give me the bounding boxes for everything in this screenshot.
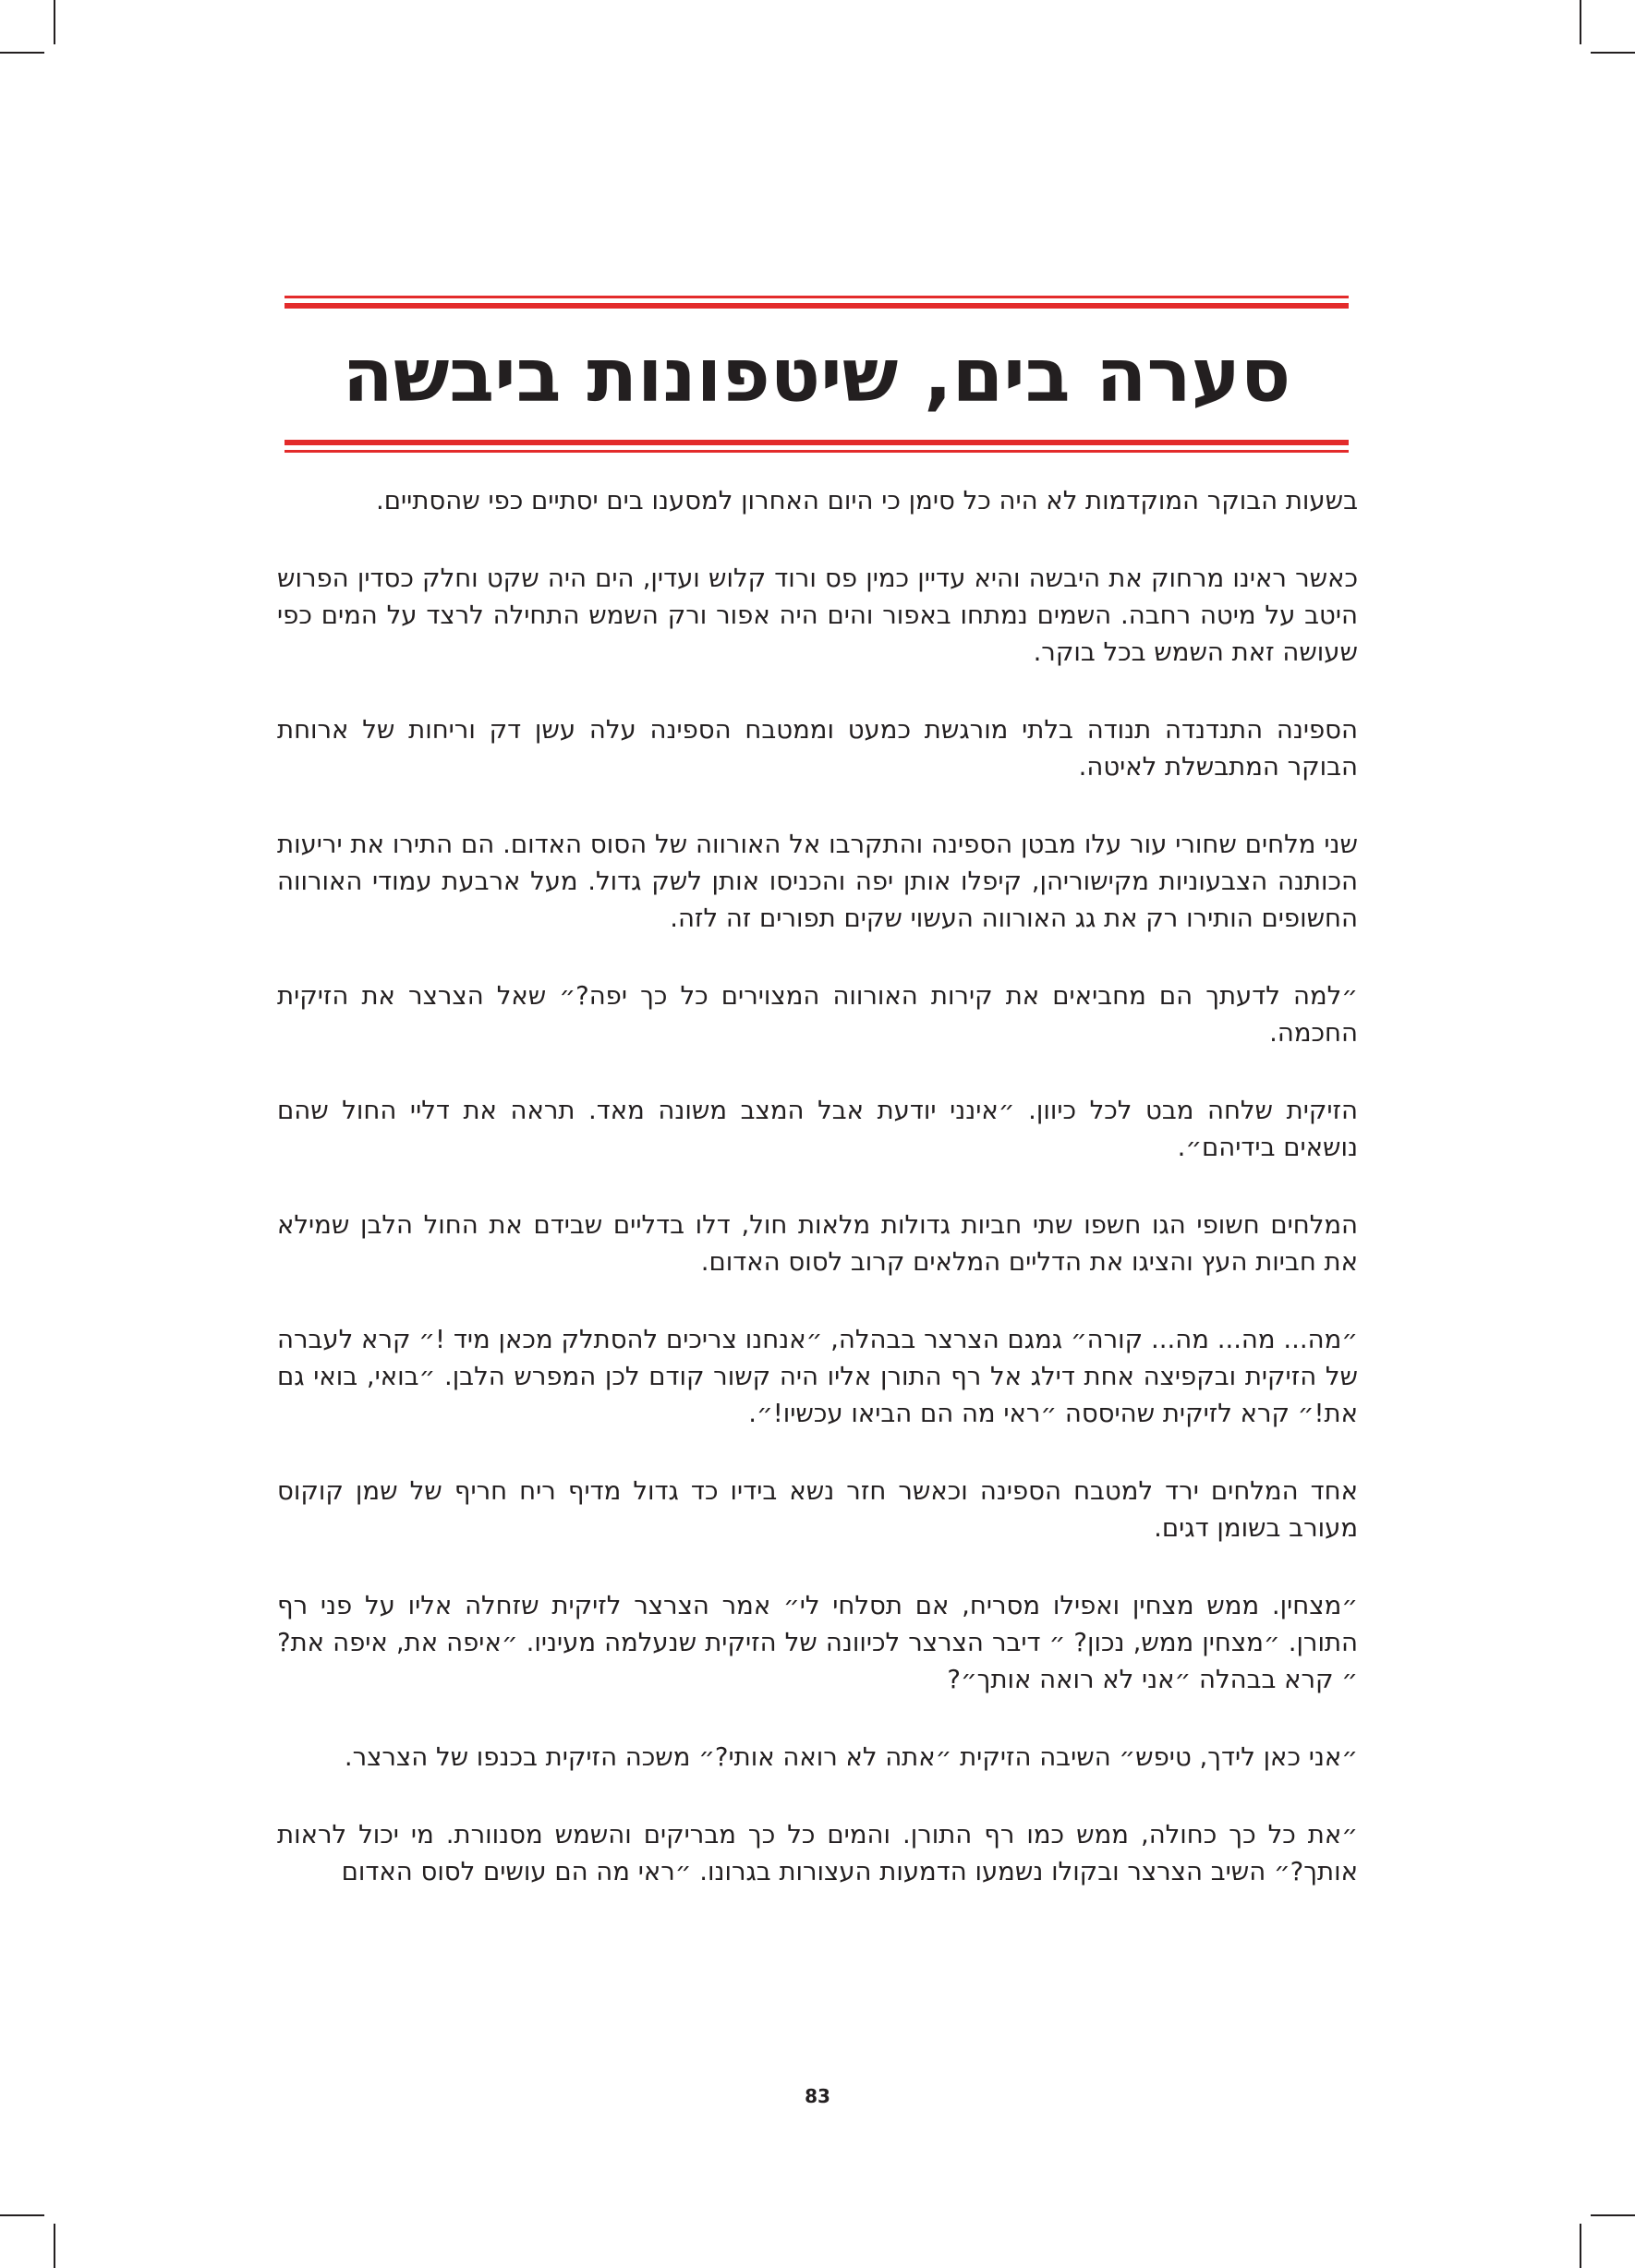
chapter-title: סערה בים, שיטפונות ביבשה bbox=[342, 333, 1291, 418]
title-top-thin-rule bbox=[285, 296, 1349, 298]
paragraph: ״את כל כך כחולה, ממש כמו רף התורן. והמים כל כך מבריקים והשמש מסנוורת. מי יכול לראות אותך?״ השיב הצרצר ובקולו נשמעו הדמעות העצורות בגרונו. ״ראי מה הם עושים לסוס האדום bbox=[277, 1820, 1358, 1886]
paragraph: שני מלחים שחורי עור עלו מבטן הספינה והתקרבו אל האורווה של הסוס האדום. הם התירו את יריעות הכותנה הצבעוניות מקישוריהן, קיפלו אותן יפה והכניסו אותן לשק גדול. מעל ארבעת עמודי האורווה החשופים הותירו רק את גג האורווה העשוי שקים תפורים זה לזה. bbox=[277, 830, 1358, 933]
paragraph: ״אני כאן לידך, טיפש״ השיבה הזיקית ״אתה לא רואה אותי?״ משכה הזיקית בכנפו של הצרצר. bbox=[344, 1742, 1358, 1772]
chapter-header bbox=[285, 296, 1349, 453]
crop-mark-bottom-right-vertical bbox=[1580, 2224, 1581, 2268]
crop-mark-bottom-right-horizontal bbox=[1591, 2214, 1635, 2216]
crop-mark-top-left-vertical bbox=[54, 0, 55, 44]
title-bottom-thin-rule bbox=[285, 450, 1349, 453]
paragraph: ״מה... מה... מה... קורה״ גמגם הצרצר בבהלה, ״אנחנו צריכים להסתלק מכאן מיד !״ קרא לעברה של הזיקית ובקפיצה אחת דילג אל רף התורן אליו היה קשור קודם לכן המפרש הלבן. ״בואי, בואי גם את!״ קרא לזיקית שהיססה ״ראי מה הם הביאו עכשיו!״. bbox=[277, 1325, 1358, 1428]
paragraph: בשעות הבוקר המוקדמות לא היה כל סימן כי היום האחרון למסענו בים יסתיים כפי שהסתיים. bbox=[376, 486, 1358, 515]
title-bottom-thick-rule bbox=[285, 440, 1349, 445]
paragraph: ״מצחין. ממש מצחין ואפילו מסריח, אם תסלחי לי״ אמר הצרצר לזיקית שזחלה אליו על פני רף התורן. ״מצחין ממש, נכון? ״ דיבר הצרצר לכיוונה של הזיקית שנעלמה מעיניו. ״איפה את, איפה את?״ קרא בבהלה ״אני לא רואה אותך״? bbox=[277, 1591, 1358, 1694]
crop-mark-bottom-left-horizontal bbox=[0, 2214, 44, 2216]
paragraph: הזיקית שלחה מבט לכל כיוון. ״אינני יודעת אבל המצב משונה מאד. תראה את דליי החול שהם נושאים בידיהם״. bbox=[277, 1096, 1358, 1162]
chapter-body bbox=[277, 482, 1358, 1931]
crop-mark-top-left-horizontal bbox=[0, 52, 44, 54]
page-number: 83 bbox=[805, 2085, 830, 2107]
crop-mark-bottom-left-vertical bbox=[54, 2224, 55, 2268]
paragraph: ״למה לדעתך הם מחביאים את קירות האורווה המצוירים כל כך יפה?״ שאל הצרצר את הזיקית החכמה. bbox=[277, 981, 1358, 1048]
paragraph: המלחים חשופי הגו חשפו שתי חביות גדולות מלאות חול, דלו בדליים שבידם את החול הלבן שמילא את חביות העץ והציגו את הדליים המלאים קרוב לסוס האדום. bbox=[277, 1210, 1358, 1277]
paragraph: אחד המלחים ירד למטבח הספינה וכאשר חזר נשא בידיו כד גדול מדיף ריח חריף של שמן קוקוס מעורב בשומן דגים. bbox=[277, 1476, 1358, 1543]
crop-mark-top-right-vertical bbox=[1580, 0, 1581, 44]
paragraph: הספינה התנדנדה תנודה בלתי מורגשת כמעט וממטבח הספינה עלה עשן דק וריחות של ארוחת הבוקר המתבשלת לאיטה. bbox=[277, 715, 1358, 782]
crop-mark-top-right-horizontal bbox=[1591, 52, 1635, 54]
paragraph: כאשר ראינו מרחוק את היבשה והיא עדיין כמין פס ורוד קלוש ועדין, הים היה שקט וחלק כסדין הפרוש היטב על מיטה רחבה. השמים נמתחו באפור והים היה אפור ורק השמש התחילה לרצד על המים כפי שעושה זאת השמש בכל בוקר. bbox=[277, 564, 1358, 667]
